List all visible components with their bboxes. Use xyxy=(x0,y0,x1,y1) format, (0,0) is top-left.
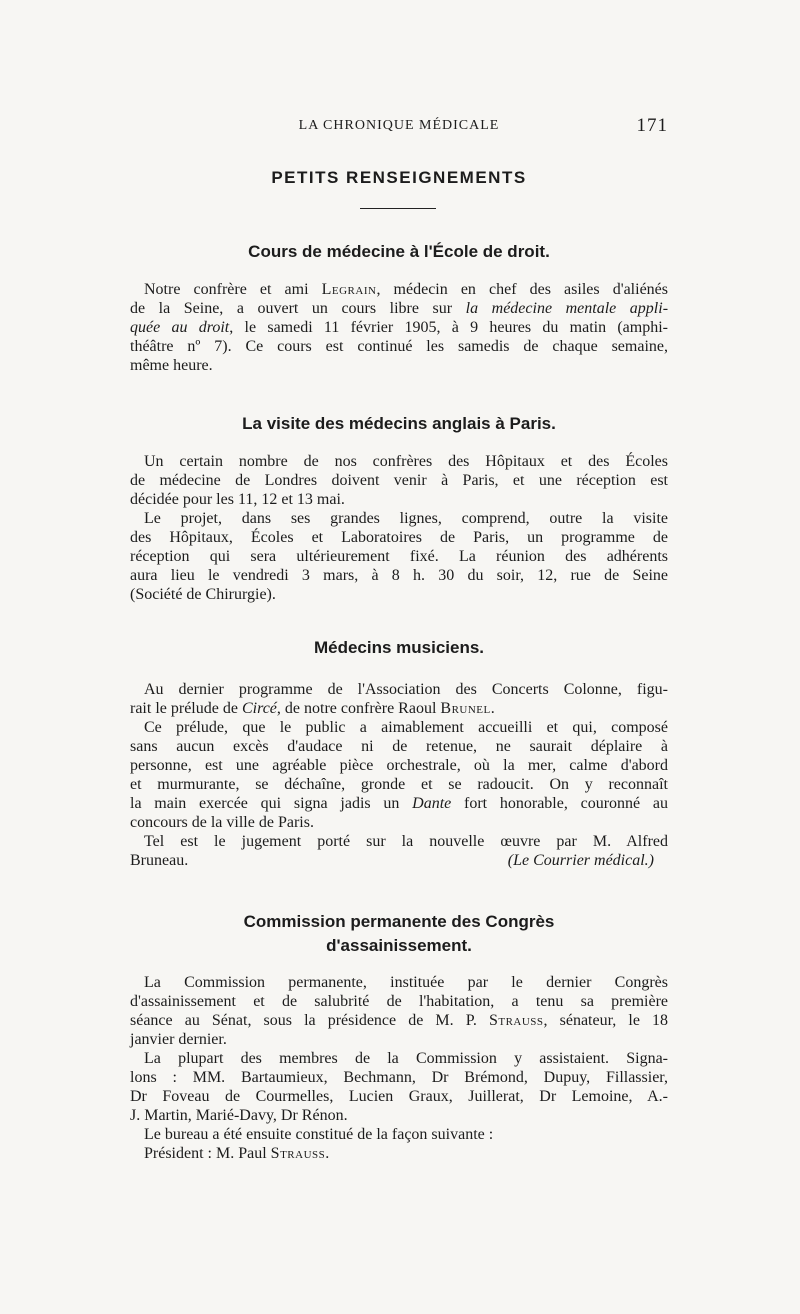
running-title: LA CHRONIQUE MÉDICALE xyxy=(298,118,500,133)
title-line: d'assainissement. xyxy=(326,936,472,955)
article-body-cours-medecine xyxy=(130,280,668,375)
text: Bruneau. xyxy=(130,852,189,869)
page-number: 171 xyxy=(636,115,668,136)
article-body-medecins-musiciens xyxy=(130,680,668,870)
text-line: Dr Foveau de Courmelles, Lucien Graux, Juillerat, Dr Lemoine, A.- xyxy=(130,1088,668,1105)
text-line: La Commission permanente, instituée par le dernier Congrès xyxy=(144,974,668,991)
italic-title: Circé xyxy=(241,700,277,717)
text: rait le prélude de xyxy=(130,700,238,717)
text-line: concours de la ville de Paris. xyxy=(130,814,314,831)
text: de la Seine, a ouvert un cours libre sur xyxy=(130,300,453,317)
text-line: Tel est le jugement porté sur la nouvelle œuvre par M. Alfred xyxy=(144,833,668,850)
text-line xyxy=(130,280,668,299)
text: . xyxy=(490,700,495,717)
italic-title: quée au droit xyxy=(130,319,230,336)
text-line: (Société de Chirurgie). xyxy=(130,586,276,603)
text: la main exercée qui signa jadis un xyxy=(130,795,400,812)
title-rule xyxy=(360,208,436,209)
section-title: PETITS RENSEIGNEMENTS xyxy=(271,168,527,187)
text: Président : M. Paul xyxy=(144,1145,267,1162)
text-line: théâtre nº 7). Ce cours est continué les samedis de chaque semaine, xyxy=(130,338,668,355)
text: Notre confrère et ami xyxy=(144,281,309,298)
text-line: décidée pour les 11, 12 et 13 mai. xyxy=(130,491,345,508)
text-line: janvier dernier. xyxy=(130,1031,227,1048)
article-title-visite-medecins: La visite des médecins anglais à Paris. xyxy=(242,414,556,433)
text-line: lons : MM. Bartaumieux, Bechmann, Dr Brémond, Dupuy, Fillassier, xyxy=(130,1069,668,1086)
text: , le samedi 11 février 1905, à 9 heures du matin (amphi- xyxy=(229,319,668,336)
text-line: Au dernier programme de l'Association des Concerts Colonne, figu- xyxy=(144,681,668,698)
text-line: de médecine de Londres doivent venir à Paris, et une réception est xyxy=(130,472,668,489)
text-line xyxy=(130,1144,668,1163)
text-line: La plupart des membres de la Commission y assistaient. Signa- xyxy=(144,1050,668,1067)
text-line: d'assainissement et de salubrité de l'habitation, a tenu sa première xyxy=(130,993,668,1010)
text-line: sans aucun excès d'audace ni de retenue, ne saurait déplaire à xyxy=(130,738,668,755)
text-line: Un certain nombre de nos confrères des Hôpitaux et des Écoles xyxy=(144,453,668,470)
person-name: Legrain xyxy=(321,281,377,298)
text-line: même heure. xyxy=(130,357,213,374)
article-title-cours-medecine: Cours de médecine à l'École de droit. xyxy=(248,242,550,261)
text-line: J. Martin, Marié-Davy, Dr Rénon. xyxy=(130,1107,348,1124)
text: séance au Sénat, sous la présidence de M. P. xyxy=(130,1012,477,1029)
italic-title: Dante xyxy=(412,795,452,812)
text-line: personne, est une agréable pièce orchestrale, où la mer, calme d'abord xyxy=(130,757,668,774)
article-body-commission xyxy=(130,973,668,1163)
text-line xyxy=(130,299,668,318)
text-line: Ce prélude, que le public a aimablement accueilli et qui, composé xyxy=(144,719,668,736)
text-line: réception qui sera ultérieurement fixé. La réunion des adhérents xyxy=(130,548,668,565)
article-title-commission xyxy=(130,910,668,958)
article-title-medecins-musiciens: Médecins musiciens. xyxy=(313,638,485,657)
text: , médecin en chef des asiles d'aliénés xyxy=(376,281,668,298)
person-name: Strauss xyxy=(270,1145,326,1162)
text-line xyxy=(130,851,668,870)
title-line: Commission permanente des Congrès xyxy=(243,912,555,931)
italic-title: la médecine mentale appli- xyxy=(465,300,669,317)
text-line xyxy=(130,794,668,813)
text-line: Le bureau a été ensuite constitué de la façon suivante : xyxy=(144,1126,494,1143)
text-line xyxy=(130,1011,668,1030)
text-line: aura lieu le vendredi 3 mars, à 8 h. 30 du soir, 12, rue de Seine xyxy=(130,567,668,584)
text-line xyxy=(130,318,668,337)
text-line: Le projet, dans ses grandes lignes, comprend, outre la visite xyxy=(144,510,668,527)
article-body-visite-medecins xyxy=(130,452,668,604)
text-line: et murmurante, se déchaîne, gronde et se radoucit. On y reconnaît xyxy=(130,776,668,793)
source-citation: (Le Courrier médical.) xyxy=(507,852,654,869)
text-line: des Hôpitaux, Écoles et Laboratoires de Paris, un programme de xyxy=(130,529,668,546)
text-line xyxy=(130,699,668,718)
running-head xyxy=(130,115,668,140)
text: fort honorable, couronné au xyxy=(464,795,669,812)
person-name: Strauss xyxy=(488,1012,544,1029)
text: , de notre confrère Raoul xyxy=(276,700,437,717)
text: , sénateur, le 18 xyxy=(543,1012,669,1029)
person-name: Brunel xyxy=(440,700,491,717)
text: . xyxy=(325,1145,330,1162)
